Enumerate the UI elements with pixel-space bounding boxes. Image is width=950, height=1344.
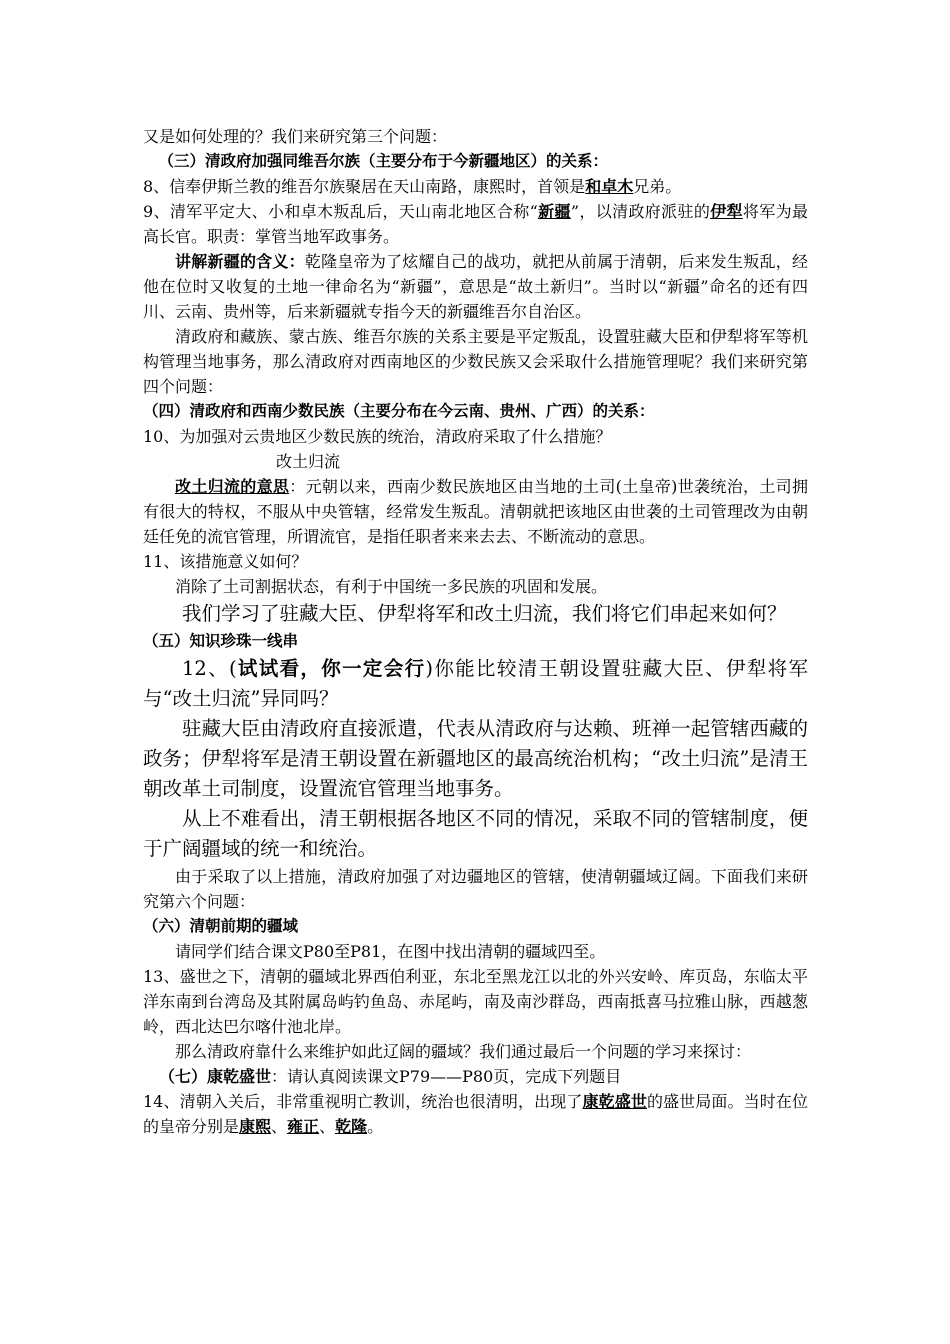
q8-text: 8、信奉伊斯兰教的维吾尔族聚居在天山南路，康熙时，首领是 [143, 177, 586, 196]
section-7-label: （七）康乾盛世 [159, 1067, 272, 1086]
q9-answer-1: 新疆 [537, 202, 571, 221]
question-8 [143, 174, 808, 199]
summary-paragraph: 我们学习了驻藏大臣、伊犁将军和改土归流，我们将它们串起来如何？ [182, 602, 787, 625]
question-11: 11、该措施意义如何？ [143, 552, 308, 571]
section-6-heading: （六）清朝前期的疆域 [143, 917, 299, 935]
question-12 [143, 654, 808, 714]
question-14 [143, 1089, 808, 1139]
xinjiang-text: 乾隆皇帝为了炫耀自己的战功，就把从前属于清朝，后来发生叛乱，经他在位时又收复的土地一律命名为“新疆”，意思是“故土新归”。当时以“新疆”命名的还有四川、云南、贵州等，后来新疆就专指今天的新疆维吾尔自治区。 [143, 252, 808, 321]
q12-prompt: 试试看，你一定会行 [236, 657, 426, 680]
section-7-text: ：请认真阅读课文P79——P80页，完成下列题目 [271, 1067, 622, 1086]
q14-answer-1: 康乾盛世 [582, 1092, 647, 1111]
q14-answer-qianlong: 乾隆 [335, 1117, 368, 1136]
q8-answer: 和卓木 [585, 177, 634, 196]
q9-answer-2: 伊犁 [710, 202, 743, 221]
q9-text-mid: ”，以清政府派驻的 [570, 202, 711, 221]
section-5-heading: （五）知识珍珠一线串 [143, 632, 299, 650]
q14-sep: 、 [271, 1117, 288, 1136]
gaitu-explanation [143, 474, 808, 549]
q14-answer-kangxi: 康熙 [239, 1117, 272, 1136]
xinjiang-explanation [143, 249, 808, 324]
relation-paragraph: 清政府和藏族、蒙古族、维吾尔族的关系主要是平定叛乱，设置驻藏大臣和伊犁将军等机构管理当地事务，那么清政府对西南地区的少数民族又会采取什么措施管理呢？我们来研究第四个问题： [143, 327, 808, 396]
question-9 [143, 199, 808, 249]
answer-11: 消除了土司割据状态，有利于中国统一多民族的巩固和发展。 [175, 577, 608, 596]
q9-text: 9、清军平定大、小和卓木叛乱后，天山南北地区合称“ [143, 202, 538, 221]
gaitu-text: ：元朝以来，西南少数民族地区由当地的土司(土皇帝)世袭统治，土司拥有很大的特权，不服从中央管辖，经常发生叛乱。清朝就把该地区由世袭的土司管理改为由朝廷任免的流官管理，所谓流官，是指任职者来来去去、不断流动的意思。 [143, 477, 808, 546]
xinjiang-label: 讲解新疆的含义： [175, 252, 305, 271]
map-instruction: 请同学们结合课文P80至P81，在图中找出清朝的疆域四至。 [175, 942, 606, 961]
q8-text-end: 兄弟。 [633, 177, 682, 196]
q9-text-end: 将军为最高长官。职责：掌管当地军政事务。 [143, 202, 808, 246]
section-3-heading: （三）清政府加强同维吾尔族（主要分布于今新疆地区）的关系： [158, 152, 609, 170]
intro-line: 又是如何处理的？我们来研究第三个问题： [143, 127, 448, 146]
q14-text: 14、清朝入关后，非常重视明亡教训，统治也很清明，出现了 [143, 1092, 583, 1111]
last-question-intro: 那么清政府靠什么来维护如此辽阔的疆域？我们通过最后一个问题的学习来探讨： [175, 1042, 752, 1061]
question-13: 13、盛世之下，清朝的疆域北界西伯利亚，东北至黑龙江以北的外兴安岭、库页岛，东临太平洋东南到台湾岛及其附属岛屿钓鱼岛、赤尾屿，南及南沙群岛，西南抵喜马拉雅山脉，西越葱岭，西北达巴尔喀什池北岸。 [143, 967, 808, 1036]
question-10: 10、为加强对云贵地区少数民族的统治，清政府采取了什么措施？ [143, 427, 612, 446]
answer-10: 改土归流 [276, 452, 341, 471]
answer-12-part-2: 从上不难看出，清王朝根据各地区不同的情况，采取不同的管辖制度，便于广阔疆域的统一和统治。 [143, 807, 808, 860]
section-7-heading [143, 1064, 808, 1089]
section-4-heading: （四）清政府和西南少数民族（主要分布在今云南、贵州、广西）的关系： [143, 402, 655, 420]
q14-sep: 、 [319, 1117, 336, 1136]
q14-end: 。 [367, 1117, 384, 1136]
answer-12-part-1: 驻藏大臣由清政府直接派遣，代表从清政府与达赖、班禅一起管辖西藏的政务；伊犁将军是清王朝设置在新疆地区的最高统治机构；“改土归流”是清王朝改革土司制度，设置流官管理当地事务。 [143, 717, 808, 800]
gaitu-label: 改土归流的意思 [175, 477, 290, 496]
q12-text: )你能比较清王朝设置驻藏大臣、伊犁将军与“改土归流”异同吗？ [143, 657, 809, 710]
q14-text-mid: 的盛世局面。当时在位的皇帝分别是 [143, 1092, 808, 1136]
q14-answer-yongzheng: 雍正 [287, 1117, 320, 1136]
border-paragraph: 由于采取了以上措施，清政府加强了对边疆地区的管辖，使清朝疆域辽阔。下面我们来研究第六个问题： [143, 867, 808, 911]
q12-number: 12、( [182, 657, 237, 680]
document-page [143, 124, 808, 1139]
